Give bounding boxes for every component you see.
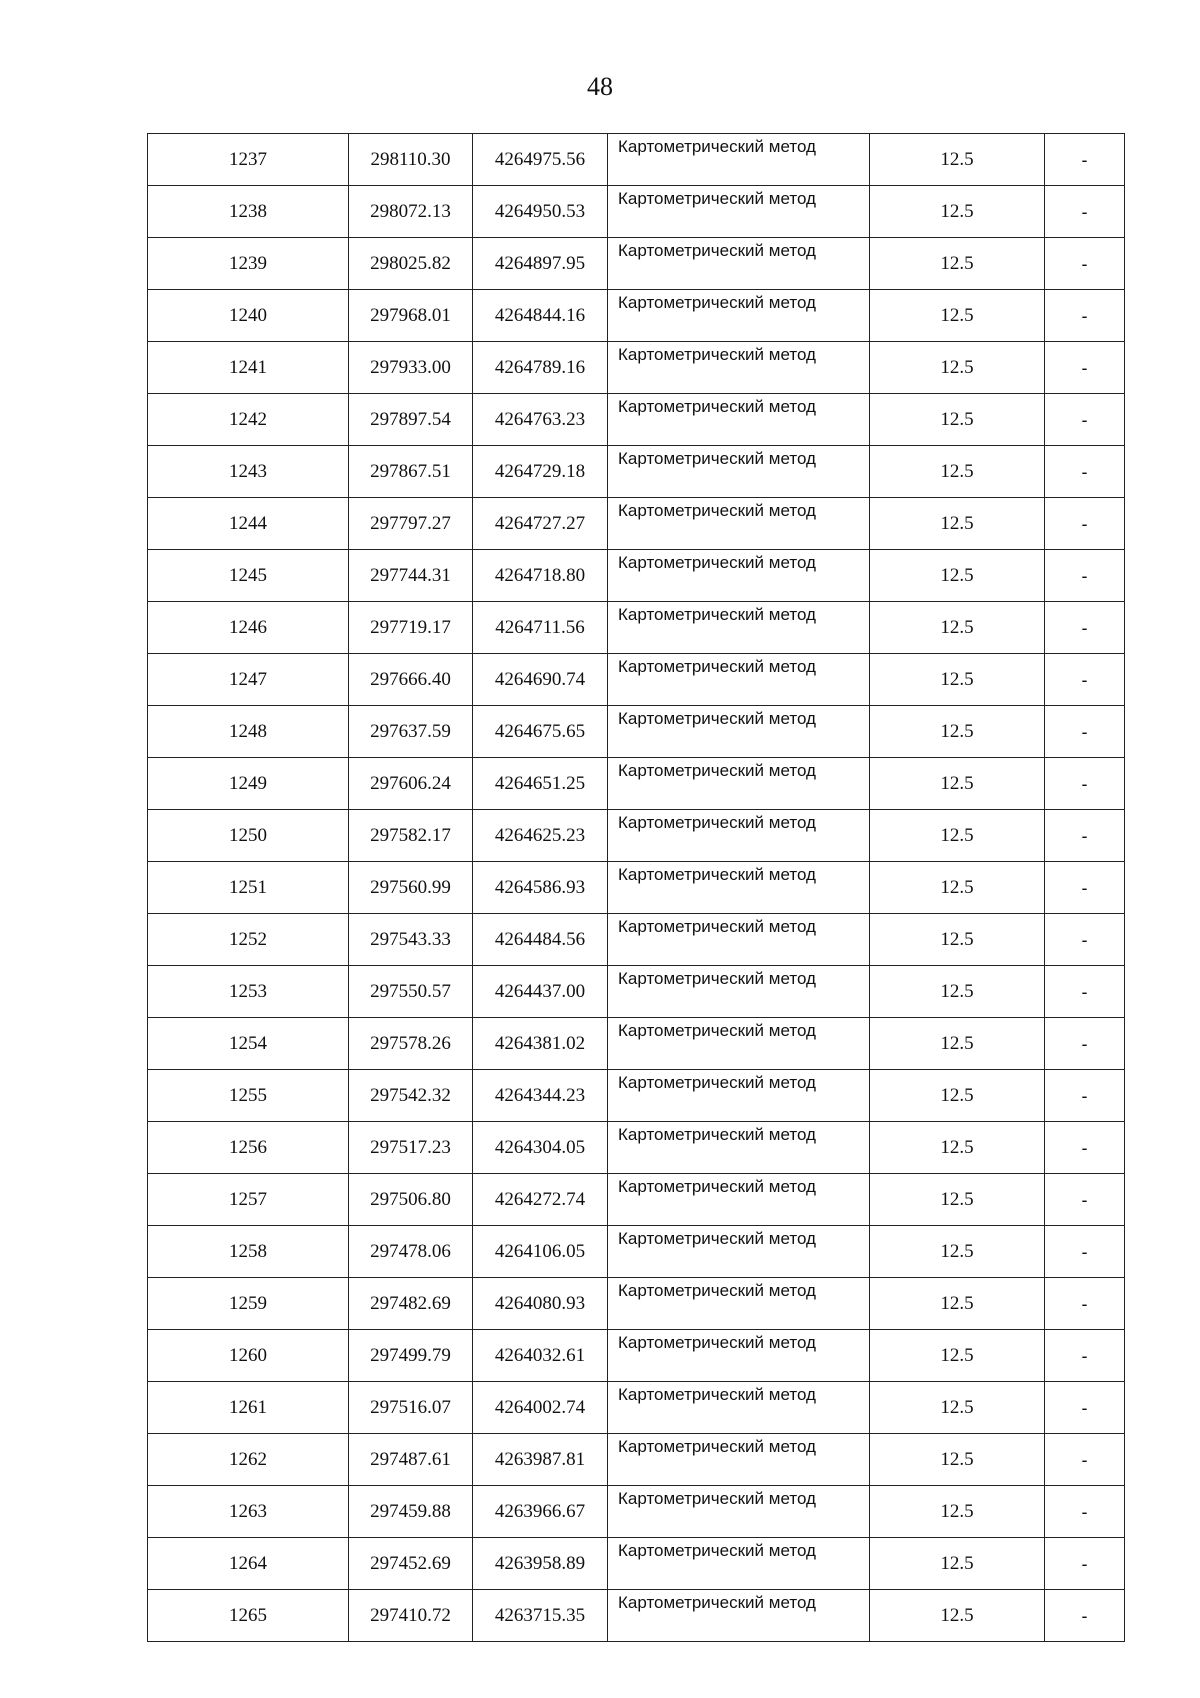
y-coordinate-cell: 4264080.93: [473, 1278, 608, 1330]
coordinates-table: [147, 133, 1125, 1642]
note-cell: -: [1045, 1538, 1125, 1590]
accuracy-cell: 12.5: [870, 1122, 1045, 1174]
note-cell: -: [1045, 1070, 1125, 1122]
point-number-cell: 1254: [148, 1018, 349, 1070]
table-row: [148, 238, 1125, 290]
note-cell: -: [1045, 810, 1125, 862]
point-number-cell: 1255: [148, 1070, 349, 1122]
table-row: [148, 1278, 1125, 1330]
point-number-cell: 1240: [148, 290, 349, 342]
note-cell: -: [1045, 1226, 1125, 1278]
page-number: 48: [587, 72, 613, 101]
note-cell: -: [1045, 1122, 1125, 1174]
table-row: [148, 446, 1125, 498]
table-row: [148, 1226, 1125, 1278]
accuracy-cell: 12.5: [870, 1330, 1045, 1382]
accuracy-cell: 12.5: [870, 966, 1045, 1018]
x-coordinate-cell: 297410.72: [349, 1590, 473, 1642]
x-coordinate-cell: 297797.27: [349, 498, 473, 550]
x-coordinate-cell: 297560.99: [349, 862, 473, 914]
x-coordinate-cell: 297459.88: [349, 1486, 473, 1538]
point-number-cell: 1238: [148, 186, 349, 238]
point-number-cell: 1259: [148, 1278, 349, 1330]
note-cell: -: [1045, 446, 1125, 498]
y-coordinate-cell: 4264975.56: [473, 134, 608, 186]
y-coordinate-cell: 4263958.89: [473, 1538, 608, 1590]
note-cell: -: [1045, 654, 1125, 706]
table-row: [148, 706, 1125, 758]
table-row: [148, 290, 1125, 342]
note-cell: -: [1045, 862, 1125, 914]
table-row: [148, 498, 1125, 550]
table-row: [148, 1538, 1125, 1590]
x-coordinate-cell: 297933.00: [349, 342, 473, 394]
accuracy-cell: 12.5: [870, 186, 1045, 238]
method-cell: Картометрический метод: [608, 1434, 870, 1486]
point-number-cell: 1258: [148, 1226, 349, 1278]
accuracy-cell: 12.5: [870, 1538, 1045, 1590]
x-coordinate-cell: 297744.31: [349, 550, 473, 602]
accuracy-cell: 12.5: [870, 394, 1045, 446]
y-coordinate-cell: 4264344.23: [473, 1070, 608, 1122]
point-number-cell: 1253: [148, 966, 349, 1018]
point-number-cell: 1263: [148, 1486, 349, 1538]
x-coordinate-cell: 297666.40: [349, 654, 473, 706]
note-cell: -: [1045, 238, 1125, 290]
accuracy-cell: 12.5: [870, 1070, 1045, 1122]
method-cell: Картометрический метод: [608, 134, 870, 186]
x-coordinate-cell: 297968.01: [349, 290, 473, 342]
method-cell: Картометрический метод: [608, 862, 870, 914]
x-coordinate-cell: 297550.57: [349, 966, 473, 1018]
table-row: [148, 342, 1125, 394]
note-cell: -: [1045, 1278, 1125, 1330]
note-cell: -: [1045, 290, 1125, 342]
method-cell: Картометрический метод: [608, 914, 870, 966]
table-row: [148, 602, 1125, 654]
point-number-cell: 1262: [148, 1434, 349, 1486]
table-row: [148, 1434, 1125, 1486]
point-number-cell: 1243: [148, 446, 349, 498]
point-number-cell: 1237: [148, 134, 349, 186]
table-row: [148, 1382, 1125, 1434]
y-coordinate-cell: 4264272.74: [473, 1174, 608, 1226]
method-cell: Картометрический метод: [608, 602, 870, 654]
x-coordinate-cell: 298072.13: [349, 186, 473, 238]
method-cell: Картометрический метод: [608, 446, 870, 498]
note-cell: -: [1045, 1330, 1125, 1382]
x-coordinate-cell: 297606.24: [349, 758, 473, 810]
y-coordinate-cell: 4264651.25: [473, 758, 608, 810]
x-coordinate-cell: 297543.33: [349, 914, 473, 966]
note-cell: -: [1045, 706, 1125, 758]
table-row: [148, 134, 1125, 186]
accuracy-cell: 12.5: [870, 810, 1045, 862]
y-coordinate-cell: 4264304.05: [473, 1122, 608, 1174]
accuracy-cell: 12.5: [870, 654, 1045, 706]
note-cell: -: [1045, 758, 1125, 810]
accuracy-cell: 12.5: [870, 134, 1045, 186]
accuracy-cell: 12.5: [870, 1434, 1045, 1486]
point-number-cell: 1265: [148, 1590, 349, 1642]
y-coordinate-cell: 4263987.81: [473, 1434, 608, 1486]
table-row: [148, 654, 1125, 706]
point-number-cell: 1242: [148, 394, 349, 446]
table-row: [148, 862, 1125, 914]
point-number-cell: 1264: [148, 1538, 349, 1590]
point-number-cell: 1247: [148, 654, 349, 706]
y-coordinate-cell: 4263715.35: [473, 1590, 608, 1642]
x-coordinate-cell: 297478.06: [349, 1226, 473, 1278]
point-number-cell: 1250: [148, 810, 349, 862]
table-row: [148, 1070, 1125, 1122]
y-coordinate-cell: 4264586.93: [473, 862, 608, 914]
point-number-cell: 1245: [148, 550, 349, 602]
method-cell: Картометрический метод: [608, 1486, 870, 1538]
accuracy-cell: 12.5: [870, 342, 1045, 394]
x-coordinate-cell: 298110.30: [349, 134, 473, 186]
y-coordinate-cell: 4264718.80: [473, 550, 608, 602]
accuracy-cell: 12.5: [870, 238, 1045, 290]
method-cell: Картометрический метод: [608, 1226, 870, 1278]
point-number-cell: 1241: [148, 342, 349, 394]
accuracy-cell: 12.5: [870, 1226, 1045, 1278]
table-row: [148, 966, 1125, 1018]
method-cell: Картометрический метод: [608, 1538, 870, 1590]
table-row: [148, 186, 1125, 238]
accuracy-cell: 12.5: [870, 550, 1045, 602]
point-number-cell: 1248: [148, 706, 349, 758]
x-coordinate-cell: 298025.82: [349, 238, 473, 290]
y-coordinate-cell: 4264897.95: [473, 238, 608, 290]
note-cell: -: [1045, 914, 1125, 966]
table-row: [148, 1590, 1125, 1642]
note-cell: -: [1045, 1174, 1125, 1226]
note-cell: -: [1045, 186, 1125, 238]
table-row: [148, 394, 1125, 446]
x-coordinate-cell: 297517.23: [349, 1122, 473, 1174]
method-cell: Картометрический метод: [608, 1330, 870, 1382]
accuracy-cell: 12.5: [870, 1382, 1045, 1434]
method-cell: Картометрический метод: [608, 186, 870, 238]
note-cell: -: [1045, 498, 1125, 550]
method-cell: Картометрический метод: [608, 498, 870, 550]
method-cell: Картометрический метод: [608, 342, 870, 394]
point-number-cell: 1260: [148, 1330, 349, 1382]
x-coordinate-cell: 297487.61: [349, 1434, 473, 1486]
accuracy-cell: 12.5: [870, 602, 1045, 654]
accuracy-cell: 12.5: [870, 1174, 1045, 1226]
x-coordinate-cell: 297582.17: [349, 810, 473, 862]
coordinates-table-body: [148, 134, 1125, 1642]
accuracy-cell: 12.5: [870, 290, 1045, 342]
method-cell: Картометрический метод: [608, 1590, 870, 1642]
y-coordinate-cell: 4264727.27: [473, 498, 608, 550]
method-cell: Картометрический метод: [608, 1382, 870, 1434]
note-cell: -: [1045, 342, 1125, 394]
note-cell: -: [1045, 966, 1125, 1018]
x-coordinate-cell: 297867.51: [349, 446, 473, 498]
table-row: [148, 810, 1125, 862]
point-number-cell: 1261: [148, 1382, 349, 1434]
accuracy-cell: 12.5: [870, 1486, 1045, 1538]
x-coordinate-cell: 297897.54: [349, 394, 473, 446]
y-coordinate-cell: 4264484.56: [473, 914, 608, 966]
x-coordinate-cell: 297719.17: [349, 602, 473, 654]
x-coordinate-cell: 297637.59: [349, 706, 473, 758]
y-coordinate-cell: 4264032.61: [473, 1330, 608, 1382]
y-coordinate-cell: 4264950.53: [473, 186, 608, 238]
point-number-cell: 1244: [148, 498, 349, 550]
table-row: [148, 1174, 1125, 1226]
accuracy-cell: 12.5: [870, 1590, 1045, 1642]
y-coordinate-cell: 4264002.74: [473, 1382, 608, 1434]
y-coordinate-cell: 4264763.23: [473, 394, 608, 446]
note-cell: -: [1045, 1018, 1125, 1070]
accuracy-cell: 12.5: [870, 1278, 1045, 1330]
note-cell: -: [1045, 550, 1125, 602]
point-number-cell: 1249: [148, 758, 349, 810]
y-coordinate-cell: 4264106.05: [473, 1226, 608, 1278]
table-row: [148, 1486, 1125, 1538]
method-cell: Картометрический метод: [608, 238, 870, 290]
y-coordinate-cell: 4264711.56: [473, 602, 608, 654]
method-cell: Картометрический метод: [608, 1122, 870, 1174]
point-number-cell: 1251: [148, 862, 349, 914]
accuracy-cell: 12.5: [870, 706, 1045, 758]
method-cell: Картометрический метод: [608, 966, 870, 1018]
method-cell: Картометрический метод: [608, 758, 870, 810]
method-cell: Картометрический метод: [608, 1278, 870, 1330]
point-number-cell: 1239: [148, 238, 349, 290]
accuracy-cell: 12.5: [870, 498, 1045, 550]
method-cell: Картометрический метод: [608, 290, 870, 342]
accuracy-cell: 12.5: [870, 914, 1045, 966]
accuracy-cell: 12.5: [870, 1018, 1045, 1070]
y-coordinate-cell: 4264789.16: [473, 342, 608, 394]
note-cell: -: [1045, 394, 1125, 446]
table-row: [148, 1018, 1125, 1070]
x-coordinate-cell: 297506.80: [349, 1174, 473, 1226]
note-cell: -: [1045, 1434, 1125, 1486]
point-number-cell: 1246: [148, 602, 349, 654]
method-cell: Картометрический метод: [608, 810, 870, 862]
y-coordinate-cell: 4263966.67: [473, 1486, 608, 1538]
y-coordinate-cell: 4264844.16: [473, 290, 608, 342]
table-row: [148, 914, 1125, 966]
method-cell: Картометрический метод: [608, 706, 870, 758]
point-number-cell: 1252: [148, 914, 349, 966]
note-cell: -: [1045, 602, 1125, 654]
method-cell: Картометрический метод: [608, 1018, 870, 1070]
note-cell: -: [1045, 1486, 1125, 1538]
accuracy-cell: 12.5: [870, 758, 1045, 810]
table-row: [148, 1330, 1125, 1382]
note-cell: -: [1045, 134, 1125, 186]
x-coordinate-cell: 297542.32: [349, 1070, 473, 1122]
method-cell: Картометрический метод: [608, 654, 870, 706]
accuracy-cell: 12.5: [870, 446, 1045, 498]
x-coordinate-cell: 297499.79: [349, 1330, 473, 1382]
point-number-cell: 1256: [148, 1122, 349, 1174]
y-coordinate-cell: 4264690.74: [473, 654, 608, 706]
x-coordinate-cell: 297578.26: [349, 1018, 473, 1070]
y-coordinate-cell: 4264675.65: [473, 706, 608, 758]
y-coordinate-cell: 4264729.18: [473, 446, 608, 498]
accuracy-cell: 12.5: [870, 862, 1045, 914]
method-cell: Картометрический метод: [608, 1174, 870, 1226]
y-coordinate-cell: 4264381.02: [473, 1018, 608, 1070]
table-row: [148, 758, 1125, 810]
method-cell: Картометрический метод: [608, 394, 870, 446]
method-cell: Картометрический метод: [608, 1070, 870, 1122]
x-coordinate-cell: 297516.07: [349, 1382, 473, 1434]
x-coordinate-cell: 297482.69: [349, 1278, 473, 1330]
note-cell: -: [1045, 1590, 1125, 1642]
y-coordinate-cell: 4264437.00: [473, 966, 608, 1018]
y-coordinate-cell: 4264625.23: [473, 810, 608, 862]
method-cell: Картометрический метод: [608, 550, 870, 602]
note-cell: -: [1045, 1382, 1125, 1434]
table-row: [148, 550, 1125, 602]
table-row: [148, 1122, 1125, 1174]
point-number-cell: 1257: [148, 1174, 349, 1226]
x-coordinate-cell: 297452.69: [349, 1538, 473, 1590]
